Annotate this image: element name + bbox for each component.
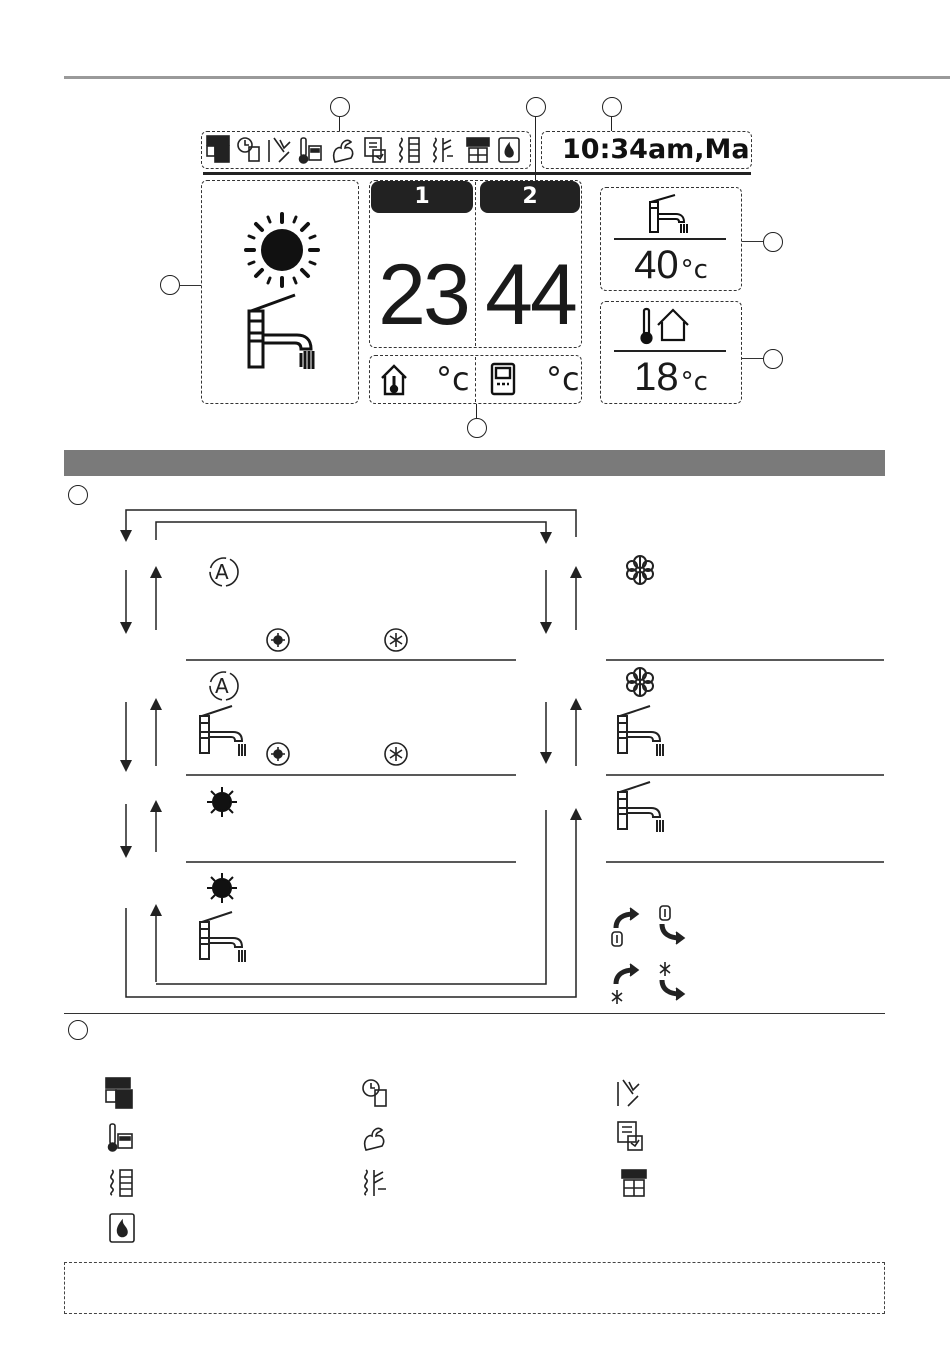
switch-off-icon [660,906,684,944]
heater-icon [269,138,290,162]
dhw-temp: 40 [634,243,679,287]
dhw-tap-icon [648,194,694,234]
clock-text: 10:34am,Ma [562,134,750,165]
svg-text:A: A [215,674,229,698]
unit-right: °c [546,360,580,398]
house-thermometer-icon [380,364,408,396]
callout-units [467,418,487,438]
weekly-timer-icon [363,1080,386,1106]
callout-operation-modes [68,485,88,505]
callout-mode [160,275,180,295]
zone-2-temp: 44 [485,247,575,343]
callout-line [339,117,340,131]
small-heat-icon [267,743,289,765]
section-bar [64,450,885,476]
callout-line [742,358,763,359]
callout-dhw [763,232,783,252]
callout-line [535,117,536,187]
callout-line [180,285,201,286]
zone-divider [475,182,476,346]
boiler-icon [110,1214,134,1242]
auto-mode-icon [210,558,238,586]
room-unit: °c [680,367,708,397]
timer-box-icon [106,1078,132,1108]
status-underline [203,172,751,175]
icon-legend [100,1070,700,1250]
top-rule [64,76,950,79]
cooling-fin-icon [365,1170,386,1196]
callout-zone [526,97,546,117]
thermostat-icon [300,138,322,163]
dhw-divider [614,238,726,240]
room-temp: 18 [634,355,679,399]
unit-divider [475,357,476,402]
sun-icon [244,212,320,288]
mode-flow-diagram [100,500,890,1014]
callout-icon-legend [68,1020,88,1040]
zone-2-label: 2 [480,181,580,213]
callout-room [763,349,783,369]
cooling-icon [627,668,653,696]
sun-icon [207,787,237,817]
small-cool-icon [385,629,407,651]
boiler-icon [499,138,519,162]
solar-icon [467,138,489,162]
room-divider [614,350,726,352]
tap-icon [200,706,245,756]
heater-icon [618,1080,639,1106]
cool-off-icon [660,962,684,1000]
cooling-icon [627,556,653,584]
dhw-unit: °c [680,255,708,285]
remote-controller-icon [490,362,516,396]
tap-icon [200,912,245,962]
unit-left: °c [436,360,470,398]
switch-on-icon [612,908,638,946]
cooling-fin-icon [434,138,453,162]
cool-on-icon [612,964,638,1004]
ftc-icon [365,138,385,162]
callout-line [611,117,612,131]
note-box [64,1262,885,1314]
small-cool-icon [385,743,407,765]
dhw-temp-line [604,242,738,288]
svg-text:A: A [215,560,229,584]
tap-icon [618,782,663,832]
small-heat-icon [267,629,289,651]
thermostat-icon [109,1124,133,1151]
solar-icon [622,1170,646,1196]
status-icon-row [205,134,527,166]
tap-icon [618,706,663,756]
tap-icon [245,293,325,369]
timer-box-icon [207,136,229,162]
ftc-icon [618,1122,642,1150]
legend-separator [64,1013,885,1014]
zone-1-label: 1 [371,181,473,213]
strong-icon [334,140,353,162]
callout-line [476,404,477,418]
callout-clock [602,97,622,117]
auto-mode-icon [210,672,238,700]
callout-line [742,241,763,242]
fin-icon [111,1170,132,1196]
fin-icon [400,138,419,162]
weekly-timer-icon [238,138,259,161]
strong-icon [365,1128,384,1150]
zone-1-temp: 23 [378,247,468,343]
room-temp-icon [640,307,696,345]
room-temp-line [604,354,738,400]
sun-icon [207,873,237,903]
callout-icons [330,97,350,117]
